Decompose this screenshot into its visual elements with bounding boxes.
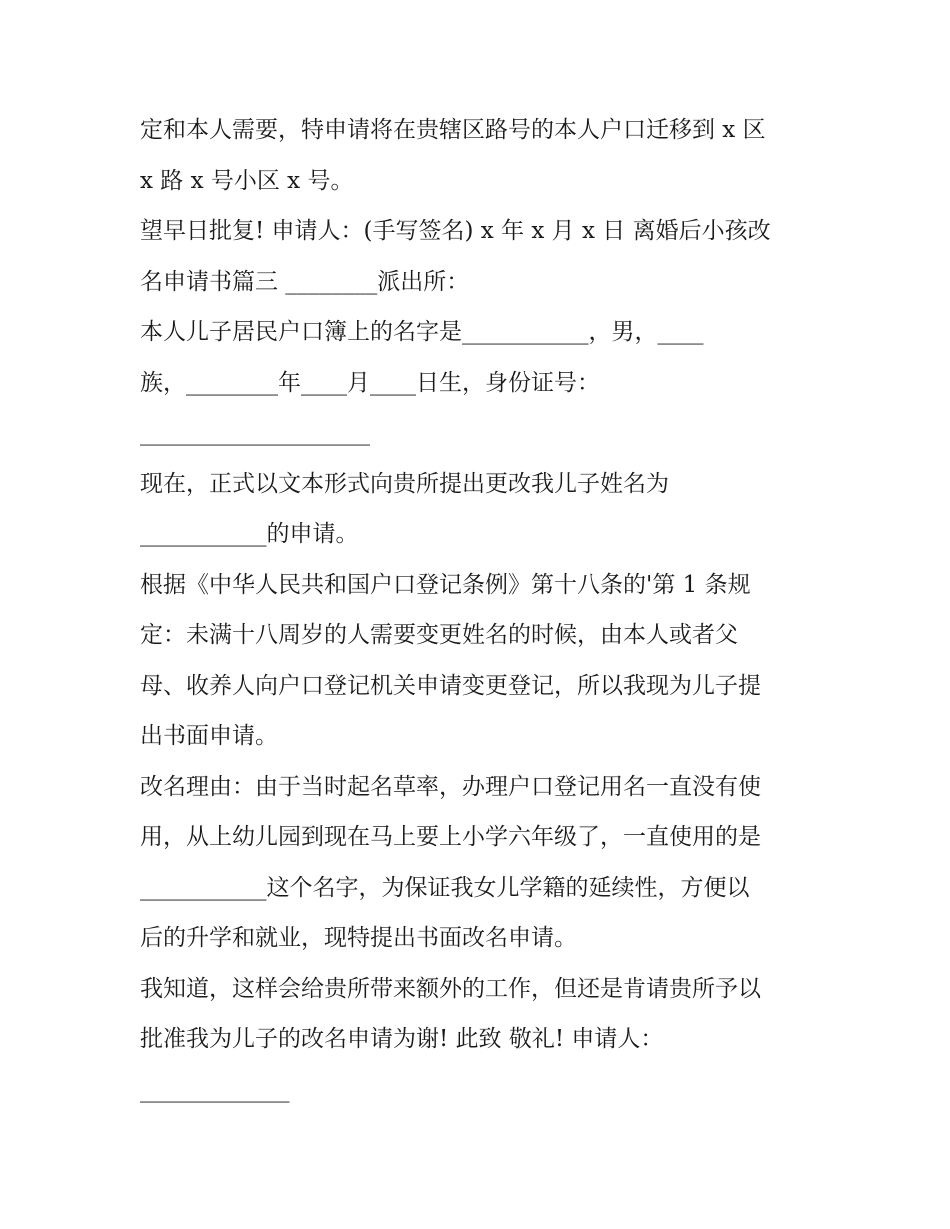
document-body [140,105,820,1115]
text-line: 批准我为儿子的改名申请为谢! 此致 敬礼! 申请人： [140,1026,664,1052]
text-line: 定：未满十八周岁的人需要变更姓名的时候，由本人或者父 [140,622,738,648]
text-line: ___________这个名字，为保证我女儿学籍的延续性，方便以 [140,874,750,901]
text-line: ___________的申请。 [140,521,359,547]
text-line: 母、收养人向户口登记机关申请变更登记，所以我现为儿子提 [140,672,761,699]
text-line: 现在，正式以文本形式向贵所提出更改我儿子姓名为 [140,470,669,497]
text-line: x 路 x 号小区 x 号。 [140,167,354,194]
text-line: 用，从上幼儿园到现在马上要上小学六年级了，一直使用的是 [140,824,761,850]
text-line: 改名理由：由于当时起名草率，办理户口登记用名一直没有使 [140,773,761,800]
text-line: 定和本人需要，特申请将在贵辖区路号的本人户口迁移到 x 区 [140,117,766,143]
text-line: ____________________ [140,420,370,446]
text-line: 望早日批复! 申请人：(手写签名) x 年 x 月 x 日 离婚后小孩改 [140,218,771,244]
text-line: 根据《中华人民共和国户口登记条例》第十八条的'第 1 条规 [140,571,751,598]
text-line: _____________ [140,1076,290,1103]
text-line: 族，________年____月____日生，身份证号： [140,369,600,396]
text-line: 后的升学和就业，现特提出书面改名申请。 [140,925,577,951]
text-line: 出书面申请。 [140,723,278,749]
text-line: 名申请书篇三 ________派出所： [140,268,470,295]
text-line: 我知道，这样会给贵所带来额外的工作，但还是肯请贵所予以 [140,975,761,1002]
text-line: 本人儿子居民户口簿上的名字是___________，男，____ [140,319,704,345]
